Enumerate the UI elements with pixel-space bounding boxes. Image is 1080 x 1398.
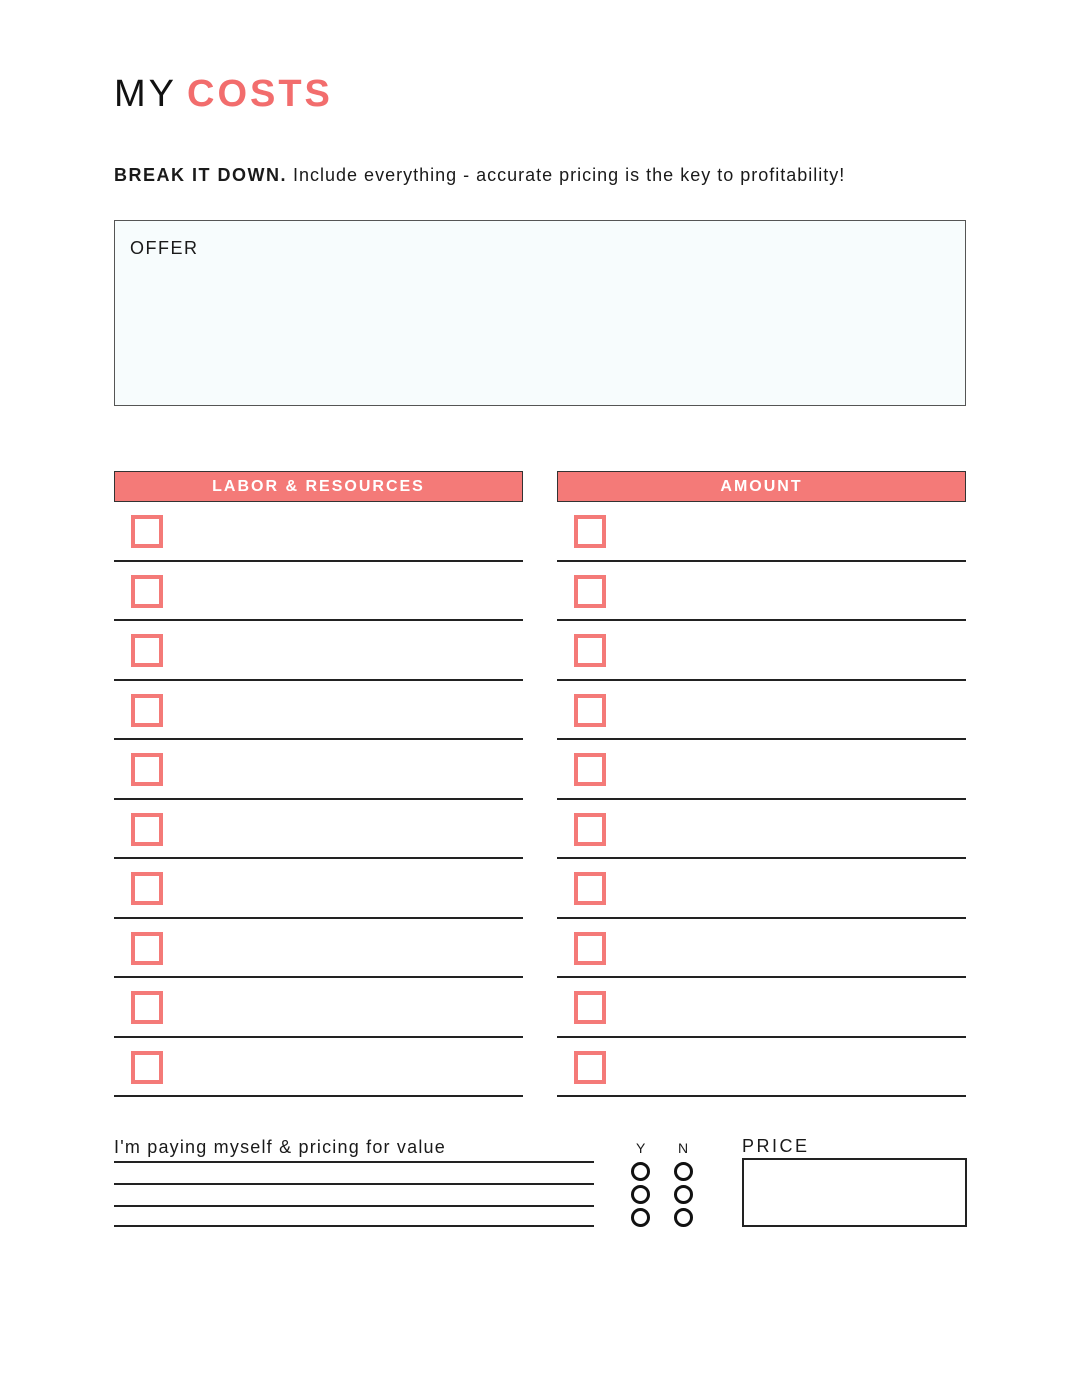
labor-row[interactable]: [114, 978, 523, 1038]
title-costs: COSTS: [187, 73, 333, 115]
yes-label: Y: [636, 1140, 647, 1156]
amount-checkbox[interactable]: [574, 991, 606, 1024]
no-label: N: [678, 1140, 690, 1156]
labor-checkbox[interactable]: [131, 991, 163, 1024]
amount-row[interactable]: [557, 800, 966, 860]
amount-row[interactable]: [557, 919, 966, 979]
answer-line[interactable]: [114, 1205, 594, 1207]
yes-radio[interactable]: [631, 1208, 650, 1227]
amount-header: AMOUNT: [557, 471, 966, 502]
answer-line[interactable]: [114, 1161, 594, 1163]
instructions-bold: BREAK IT DOWN.: [114, 165, 287, 185]
amount-row[interactable]: [557, 681, 966, 741]
instructions: [114, 162, 845, 188]
amount-row[interactable]: [557, 859, 966, 919]
amount-checkbox[interactable]: [574, 515, 606, 548]
amount-checkbox[interactable]: [574, 575, 606, 608]
title-my: MY: [114, 73, 177, 115]
no-radio[interactable]: [674, 1208, 693, 1227]
labor-checkbox[interactable]: [131, 932, 163, 965]
amount-row[interactable]: [557, 621, 966, 681]
labor-row[interactable]: [114, 919, 523, 979]
offer-field[interactable]: [114, 220, 966, 406]
labor-resources-column: [114, 471, 523, 1097]
labor-checkbox[interactable]: [131, 515, 163, 548]
amount-checkbox[interactable]: [574, 932, 606, 965]
labor-checkbox[interactable]: [131, 872, 163, 905]
labor-checkbox[interactable]: [131, 753, 163, 786]
amount-checkbox[interactable]: [574, 634, 606, 667]
amount-checkbox[interactable]: [574, 872, 606, 905]
amount-row[interactable]: [557, 502, 966, 562]
amount-row[interactable]: [557, 1038, 966, 1098]
page-title: [114, 70, 333, 118]
labor-row[interactable]: [114, 740, 523, 800]
labor-checkbox[interactable]: [131, 694, 163, 727]
amount-column: [557, 471, 966, 1097]
labor-resources-header: LABOR & RESOURCES: [114, 471, 523, 502]
labor-row[interactable]: [114, 1038, 523, 1098]
answer-line[interactable]: [114, 1225, 594, 1227]
no-radio[interactable]: [674, 1162, 693, 1181]
no-radio[interactable]: [674, 1185, 693, 1204]
labor-checkbox[interactable]: [131, 1051, 163, 1084]
offer-label: OFFER: [130, 238, 199, 258]
yes-radio[interactable]: [631, 1185, 650, 1204]
price-field[interactable]: [742, 1158, 967, 1227]
answer-line[interactable]: [114, 1183, 594, 1185]
labor-row[interactable]: [114, 800, 523, 860]
labor-row[interactable]: [114, 681, 523, 741]
price-label: PRICE: [742, 1136, 810, 1156]
labor-rows: [114, 502, 523, 1097]
amount-checkbox[interactable]: [574, 813, 606, 846]
amount-rows: [557, 502, 966, 1097]
labor-row[interactable]: [114, 502, 523, 562]
instructions-text: Include everything - accurate pricing is the key to profitability!: [293, 165, 846, 185]
amount-row[interactable]: [557, 740, 966, 800]
amount-checkbox[interactable]: [574, 694, 606, 727]
labor-checkbox[interactable]: [131, 575, 163, 608]
labor-row[interactable]: [114, 621, 523, 681]
amount-row[interactable]: [557, 562, 966, 622]
labor-checkbox[interactable]: [131, 634, 163, 667]
amount-checkbox[interactable]: [574, 1051, 606, 1084]
amount-checkbox[interactable]: [574, 753, 606, 786]
labor-row[interactable]: [114, 562, 523, 622]
yes-radio[interactable]: [631, 1162, 650, 1181]
labor-row[interactable]: [114, 859, 523, 919]
labor-checkbox[interactable]: [131, 813, 163, 846]
pricing-statement: I'm paying myself & pricing for value: [114, 1137, 446, 1157]
amount-row[interactable]: [557, 978, 966, 1038]
